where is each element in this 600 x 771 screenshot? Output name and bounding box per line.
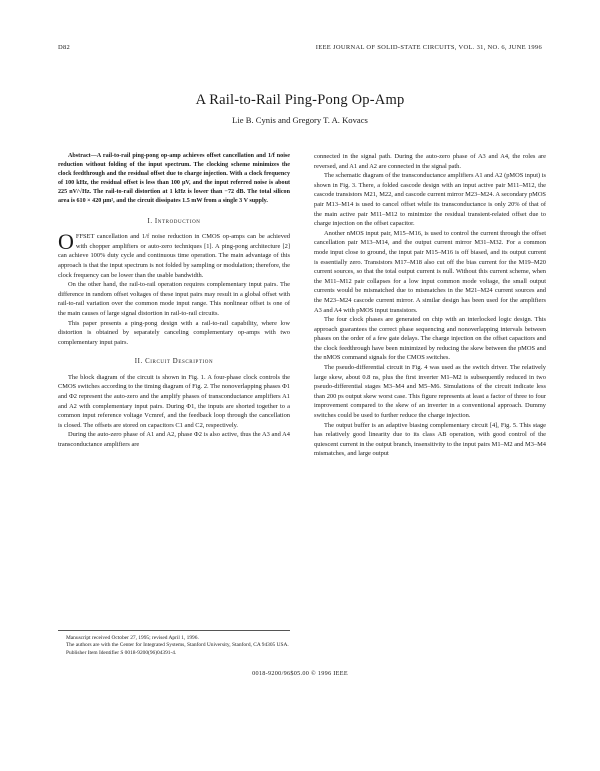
footnote-publisher: Publisher Item Identifier S 0018-9200(96)04391-4.: [66, 649, 177, 656]
right-paragraph-6: The output buffer is an adaptive biasing complementary circuit [4], Fig. 5. This stage has relatively good linearity due to its class AB operation, with good control of the quiescent current in the output branch, insensitivity to the input pairs M1–M2 and M3–M4 mismatches, and large output: [314, 421, 546, 458]
right-column: [314, 152, 546, 459]
right-paragraph-4: The four clock phases are generated on chip with an interlocked logic design. This approach guarantees the correct phase sequencing and nonoverlapping intervals between phases on the order of a few gate delays. The charge injection on the offset capacitors and the clock feedthrough have been minimized by reducing the skew between the pMOS and the nMOS command signals for the CMOS switches.: [314, 316, 546, 362]
paper-authors: Lie B. Cynis and Gregory T. A. Kovacs: [232, 115, 368, 125]
page-number: D82: [58, 44, 71, 51]
left-column: [58, 152, 290, 450]
abstract: Abstract—A rail-to-rail ping-pong op-amp achieves offset cancellation and 1/f noise reduction without folding of the input spectrum. The clocking scheme minimizes the clock feedthrough and the residual offset due to charge injection. With a clock frequency of 100 kHz, the residual offset is less than 100 μV, and the input referred noise is about 225 nV/√Hz. The rail-to-rail distortion at 1 kHz is lower than −72 dB. The total silicon area is 610 × 420 μm², and the circuit dissipates 1.5 mW from a single 3 V supply.: [58, 153, 290, 205]
intro-paragraph-1: [58, 229, 290, 280]
footnote-affiliation: The authors are with the Center for Integrated Systems, Stanford University, Stanford, CA 94305 USA.: [66, 642, 289, 649]
footnote-received: Manuscript received October 27, 1995; revised April 1, 1996.: [66, 635, 199, 641]
right-paragraph-3: Another nMOS input pair, M15–M16, is used to control the current through the offset cancellation pair M13–M14, and the output current mirror M31–M32. For a common mode input close to ground, the input pair M15–M16 is off biased, and its output current is essentially zero. Transistors M17–M18 also cut off the bias current for the M19–M20 current sources, so that the total output current is null. Without this current scheme, when the M11–M12 pair collapses for a low input common mode voltage, the small output currents would be mismatched due to mismatches in the M21–M24 current sources and the M23–M24 cascode current mirror. A similar design has been used for the amplifiers A3 and A4 with pMOS input transistors.: [314, 229, 546, 314]
journal-name: IEEE JOURNAL OF SOLID-STATE CIRCUITS, VOL. 31, NO. 6, JUNE 1996: [315, 44, 542, 51]
right-paragraph-5: The pseudo-differential circuit in Fig. 4 was used as the switch driver. The relatively large skew, about 0.8 ns, plus the first inverter M1–M2 is subsequently reduced in two pseudo-differential stages M3–M4 and M5–M6. Simulations of the circuit indicate less than 200 ps output skew worst case. This figure represents at least a factor of three to four improvement compared to the skew of an inverter in a conventional approach. Dummy switches could be used to further reduce the charge injection.: [314, 364, 546, 420]
intro-paragraph-3: This paper presents a ping-pong design with a rail-to-rail capability, where low distortion is obtained by separately canceling complementary op-amps with two complementary input pairs.: [58, 319, 290, 346]
intro-heading: I. Introduction: [147, 217, 201, 225]
right-paragraph-1: connected in the signal path. During the auto-zero phase of A3 and A4, the roles are reversed, and A1 and A2 are connected in the signal path.: [314, 153, 546, 170]
running-header: [58, 44, 542, 56]
intro-paragraph-2: On the other hand, the rail-to-rail operation requires complementary input pairs. The difference in random offset voltages of these input pairs may result in a global offset with rail-to-rail variation over the common mode input range. This nonlinear offset is one of the main causes of large signal distortion in rail-to-rail circuits.: [58, 281, 290, 317]
intro-p1-text: FFSET cancellation and 1/f noise reduction in CMOS op-amps can be achieved with chopper amplifiers or auto-zero techniques [1]. A ping-pong architecture [2] can achieve 100% duty cycle and continuous time operation. The main advantage of this approach is that the input spectrum is not folded by sampling or modulation; therefore, the clock frequency can be lower than the usable bandwidth.: [58, 233, 290, 279]
circuit-paragraph-2: During the auto-zero phase of A1 and A2, phase Φ2 is also active, thus the A3 and A4 transconductance amplifiers are: [58, 431, 290, 449]
copyright-footer: 0018-9200/96$05.00 © 1996 IEEE: [252, 670, 348, 677]
circuit-paragraph-1: The block diagram of the circuit is shown in Fig. 1. A four-phase clock controls the CMOS switches according to the timing diagram of Fig. 2. The nonoverlapping phases Φ1 and Φ2 represent the auto-zero and the amplify phases of transconductance amplifiers A1 and A2 with complementary input pairs. During Φ1, the inputs are shorted together to a common input reference voltage Vcmref, and the feedback loop through the cancellation is closed. The offsets are stored on capacitors C1 and C2, respectively.: [58, 373, 290, 429]
paper-title: A Rail-to-Rail Ping-Pong Op-Amp: [195, 92, 405, 108]
drop-cap: O: [58, 229, 74, 255]
right-paragraph-2: The schematic diagram of the transconductance amplifiers A1 and A2 (pMOS input) is shown in Fig. 3. There, a folded cascode design with an input active pair M11–M12, the cascode transistors M21, M22, and cascode current mirror M23–M24. A secondary pMOS pair M13–M14 is used to cancel offset while its transconductance is only 20% of that of the main active pair M11–M12 to minimize the residual transient-related offset due to charge injection on the offset capacitor.: [314, 172, 546, 228]
footnotes: [58, 630, 290, 657]
circuit-heading: II. Circuit Description: [134, 358, 214, 366]
